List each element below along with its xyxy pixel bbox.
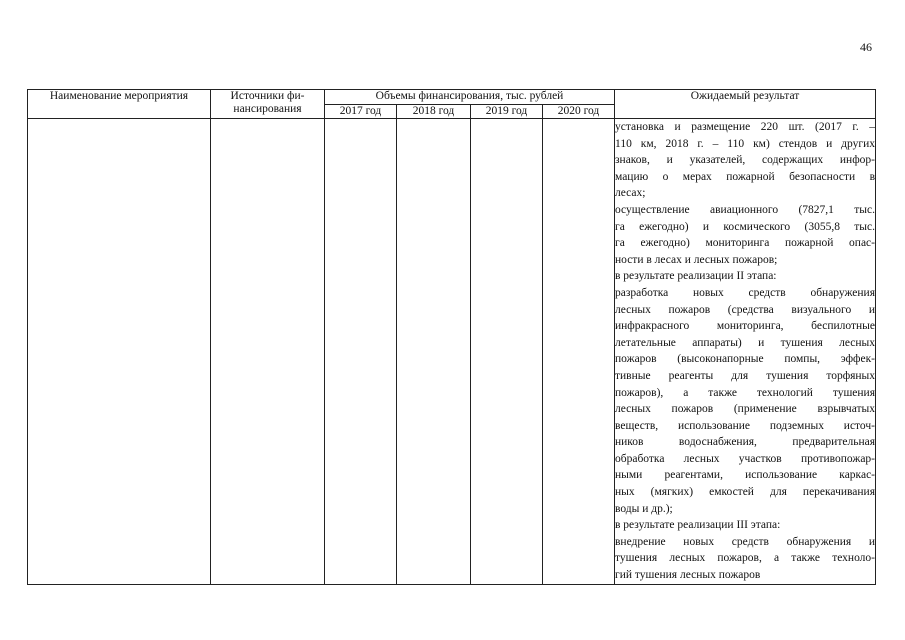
result-line: внедрение новых средств обнаружения и	[615, 535, 875, 548]
cell-year-2017	[325, 119, 397, 585]
header-year-2017: 2017 год	[325, 105, 397, 119]
result-line: летательные аппараты) и тушения лесных	[615, 336, 875, 349]
result-line: разработка новых средств обнаружения	[615, 286, 875, 299]
result-line: веществ, использование подземных источ-	[615, 419, 875, 432]
result-line: ными реагентами, использование каркас-	[615, 469, 875, 482]
cell-year-2020	[543, 119, 615, 585]
result-line: в результате реализации II этапа:	[615, 270, 777, 283]
result-line: мацию о мерах пожарной безопасности в	[615, 170, 875, 183]
result-line: ников водоснабжения, предварительная	[615, 436, 875, 449]
result-line: тушения лесных пожаров, а также техноло-	[615, 552, 875, 565]
cell-year-2018	[397, 119, 471, 585]
cell-expected-result	[615, 119, 876, 585]
result-line: лесных пожаров (средства визуального и	[615, 303, 875, 316]
cell-activity-name	[28, 119, 211, 585]
result-line: га ежегодно) мониторинга пожарной опас-	[615, 237, 875, 250]
result-line: в результате реализации III этапа:	[615, 519, 781, 532]
result-line: знаков, и указателей, содержащих инфор-	[615, 154, 875, 167]
header-expected-result: Ожидаемый результат	[615, 90, 876, 119]
page-number: 46	[860, 40, 872, 54]
header-year-2020: 2020 год	[543, 105, 615, 119]
result-line: пожаров (высоконапорные помпы, эффек-	[615, 353, 875, 366]
result-line: пожаров), а также технологий тушения	[615, 386, 875, 399]
result-line: лесах;	[615, 187, 646, 200]
result-line: тивные реагенты для тушения торфяных	[615, 369, 875, 382]
result-line: установка и размещение 220 шт. (2017 г. –	[615, 121, 875, 133]
table-row	[28, 119, 876, 585]
result-line: лесных пожаров (применение взрывчатых	[615, 403, 875, 416]
result-line: обработка лесных участков противопожар-	[615, 452, 875, 465]
header-funding-sources-line1: Источники фи-	[230, 90, 305, 102]
cell-funding-sources	[211, 119, 325, 585]
result-line: ных (мягких) емкостей для перекачивания	[615, 486, 875, 499]
result-line: осуществление авиационного (7827,1 тыс.	[615, 203, 875, 216]
result-line: инфракрасного мониторинга, беспилотные	[615, 320, 875, 333]
header-year-2018: 2018 год	[397, 105, 471, 119]
result-line: га ежегодно) и космического (3055,8 тыс.	[615, 220, 875, 233]
header-year-2019: 2019 год	[471, 105, 543, 119]
header-funding-sources	[211, 90, 325, 119]
header-activity-name: Наименование мероприятия	[28, 90, 211, 119]
result-line: ности в лесах и лесных пожаров;	[615, 253, 778, 266]
cell-year-2019	[471, 119, 543, 585]
header-funding-volumes: Объемы финансирования, тыс. рублей	[325, 90, 615, 105]
header-funding-sources-line2: нансирования	[233, 103, 302, 115]
funding-table	[27, 89, 876, 585]
result-line: воды и др.);	[615, 502, 673, 515]
result-line: 110 км, 2018 г. – 110 км) стендов и других	[615, 137, 875, 150]
result-line: гий тушения лесных пожаров	[615, 569, 761, 582]
